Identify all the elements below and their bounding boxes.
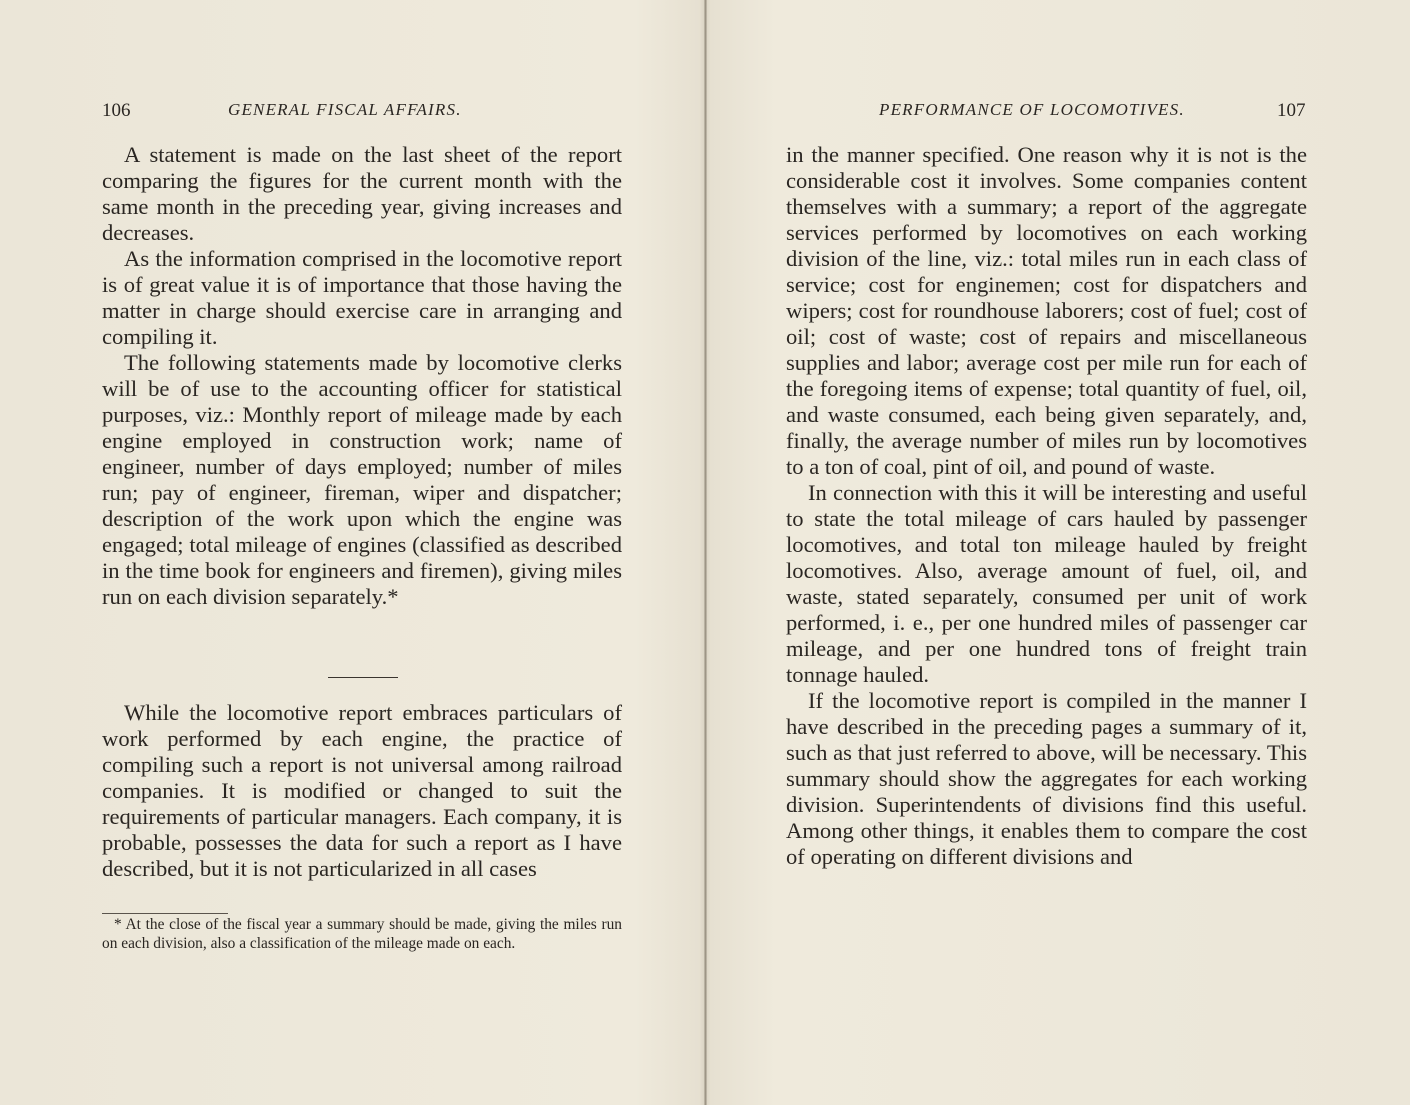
left-page — [0, 0, 704, 1105]
paragraph: In connection with this it will be interesting and useful to state the total mileage of cars hauled by passenger locomotives, and total ton mileage hauled by freight locomotives. Also, average amount of fuel, oil, and waste, stated separately, consumed per unit of work performed, i. e., per one hundred miles of passenger car mileage, and per one hundred tons of freight train tonnage hauled. — [786, 480, 1307, 687]
paragraph: If the locomotive report is compiled in the manner I have described in the preceding pages a summary of it, such as that just referred to above, will be necessary. This summary should show the aggregates for each working division. Superintendents of divisions find this useful. Among other things, it enables them to compare the cost of operating on different divisions and — [786, 688, 1307, 869]
left-running-title: GENERAL FISCAL AFFAIRS. — [228, 100, 462, 119]
footnote-text: * At the close of the fiscal year a summary should be made, giving the miles run on each division, also a classification of the mileage made on each. — [102, 916, 622, 952]
section-divider — [328, 677, 398, 678]
paragraph: The following statements made by locomotive clerks will be of use to the accounting officer for statistical purposes, viz.: Monthly report of mileage made by each engine employed in construction work; name of engineer, number of days employed; number of miles run; pay of engineer, fireman, wiper and dispatcher; description of the work upon which the engine was engaged; total mileage of engines (classified as described in the time book for engineers and firemen), giving miles run on each division separately.* — [102, 350, 622, 609]
paragraph: in the manner specified. One reason why it is not is the considerable cost it involves. Some companies content themselves with a summary; a report of the aggregate services performed by locomotives on each working division of the line, viz.: total miles run in each class of service; cost for enginemen; cost for dispatchers and wipers; cost for roundhouse laborers; cost of fuel; cost of oil; cost of waste; cost of repairs and miscellaneous supplies and labor; average cost per mile run for each of the foregoing items of expense; total quantity of fuel, oil, and waste consumed, each being given separately, and, finally, the average number of miles run by locomotives to a ton of coal, pint of oil, and pound of waste. — [786, 142, 1307, 479]
footnote-rule — [102, 913, 228, 914]
paragraph: While the locomotive report embraces particulars of work performed by each engine, the practice of compiling such a report is not universal among railroad companies. It is modified or changed to suit the requirements of particular managers. Each company, it is probable, possesses the data for such a report as I have described, but it is not particularized in all cases — [102, 700, 622, 881]
right-page — [707, 0, 1410, 1105]
right-running-title: PERFORMANCE OF LOCOMOTIVES. — [879, 100, 1185, 119]
paragraph: A statement is made on the last sheet of the report comparing the figures for the current month with the same month in the preceding year, giving increases and decreases. — [102, 142, 622, 245]
paragraph: As the information comprised in the locomotive report is of great value it is of importance that those having the matter in charge should exercise care in arranging and compiling it. — [102, 246, 622, 349]
footnote — [102, 915, 622, 953]
left-body-upper — [102, 142, 622, 610]
left-body-lower — [102, 700, 622, 882]
right-page-number: 107 — [1277, 100, 1306, 121]
right-body — [786, 142, 1307, 870]
left-page-number: 106 — [102, 100, 131, 121]
